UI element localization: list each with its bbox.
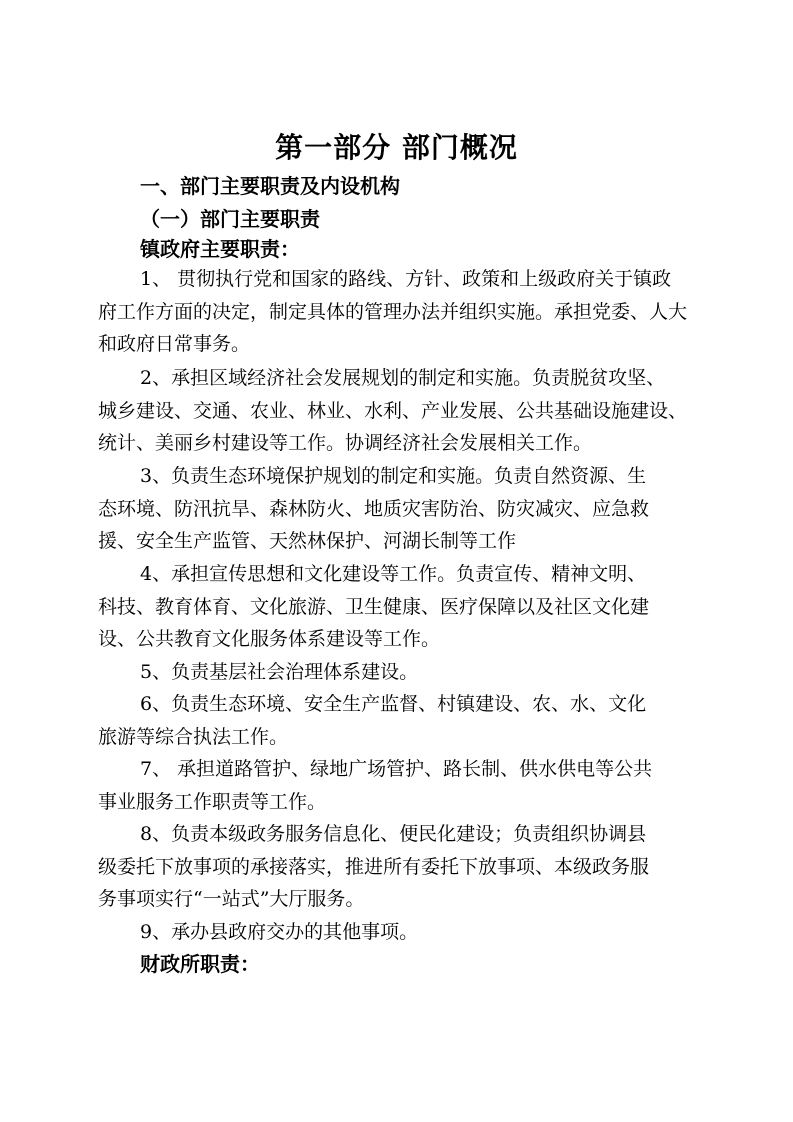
paragraph-line: 1、 贯彻执行党和国家的路线、方针、政策和上级政府关于镇政 — [140, 268, 672, 290]
paragraph-line: 5、负责基层社会治理体系建设。 — [140, 661, 419, 683]
town-gov-duties-heading: 镇政府主要职责： — [140, 237, 300, 261]
paragraph-line: 和政府日常事务。 — [98, 333, 251, 355]
paragraph-line: 统计、美丽乡村建设等工作。协调经济社会发展相关工作。 — [98, 432, 593, 454]
duty-paragraph-8 — [98, 818, 698, 916]
paragraph-line: 科技、教育体育、文化旅游、卫生健康、医疗保障以及社区文化建 — [98, 595, 650, 618]
duty-paragraph-7 — [98, 753, 698, 818]
duty-paragraph-3 — [98, 460, 698, 558]
page-title: 第一部分 部门概况 — [275, 131, 518, 164]
duty-paragraph-6 — [98, 688, 698, 753]
paragraph-line: 府工作方面的决定，制定具体的管理办法并组织实施。承担党委、人大 — [98, 300, 688, 323]
duty-paragraph-9 — [98, 916, 698, 949]
finance-office-duties-heading: 财政所职责： — [140, 952, 260, 976]
duty-paragraph-2 — [98, 362, 698, 460]
paragraph-line: 6、负责生态环境、安全生产监督、村镇建设、农、水、文化 — [140, 693, 647, 715]
section-heading: 一、部门主要职责及内设机构 — [140, 174, 400, 198]
paragraph-line: 旅游等综合执法工作。 — [98, 725, 289, 748]
paragraph-line: 务事项实行“一站式”大厅服务。 — [98, 888, 365, 910]
duty-paragraph-1 — [98, 263, 698, 361]
paragraph-line: 级委托下放事项的承接落实，推进所有委托下放事项、本级政务服 — [98, 855, 650, 878]
paragraph-line: 事业服务工作职责等工作。 — [98, 790, 327, 813]
duty-paragraph-4 — [98, 558, 698, 656]
paragraph-line: 2、承担区域经济社会发展规划的制定和实施。负责脱贫攻坚、 — [140, 367, 666, 389]
duty-paragraph-5 — [98, 656, 698, 689]
paragraph-line: 3、负责生态环境保护规划的制定和实施。负责自然资源、生 — [140, 465, 647, 487]
paragraph-line: 态环境、防汛抗旱、森林防火、地质灾害防治、防灾减灾、应急救 — [98, 497, 650, 520]
paragraph-line: 4、承担宣传思想和文化建设等工作。负责宣传、精神文明、 — [140, 563, 647, 585]
paragraph-line: 援、安全生产监管、天然林保护、河湖长制等工作 — [98, 530, 517, 552]
subsection-heading: （一）部门主要职责 — [140, 207, 320, 231]
paragraph-line: 设、公共教育文化服务体系建设等工作。 — [98, 628, 441, 650]
paragraph-line: 9、承办县政府交办的其他事项。 — [140, 921, 419, 943]
paragraph-line: 8、负责本级政务服务信息化、便民化建设；负责组织协调县 — [140, 823, 647, 845]
paragraph-line: 城乡建设、交通、农业、林业、水利、产业发展、公共基础设施建设、 — [98, 399, 688, 422]
paragraph-line: 7、 承担道路管护、绿地广场管护、路长制、供水供电等公共 — [140, 758, 653, 780]
